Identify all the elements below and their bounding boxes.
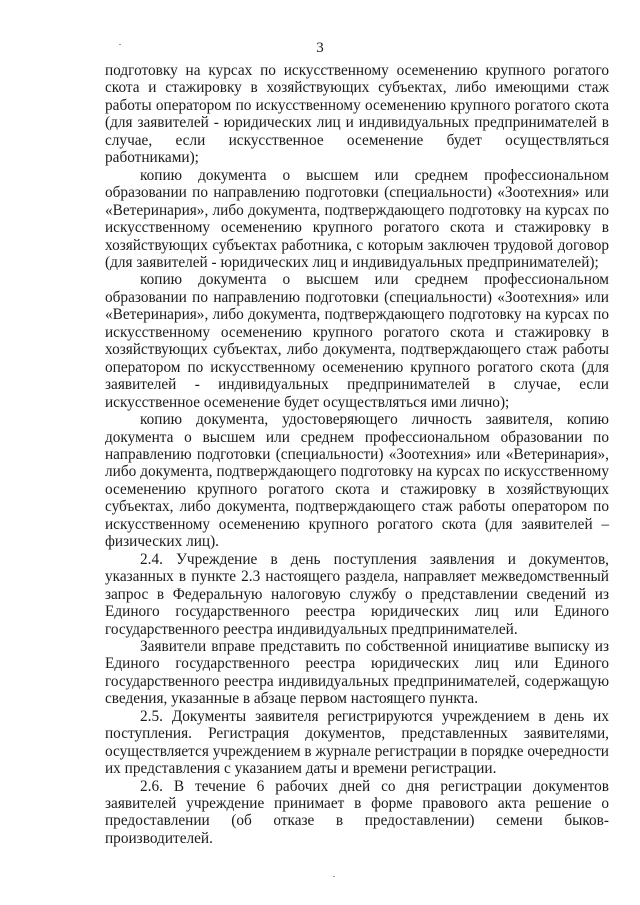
paragraph-legal-entities-employee-docs: копию документа о высшем или среднем профессиональном образовании по направлению подготовки (специальности) «Зоотехния» или «Ветеринария», либо документа, подтверждающего подготовку на курсах по искусственному осеменению крупного рогатого скота и стажировку в хозяйствующих субъектах работника, с которым заключен трудовой договор (для заявителей - юридических лиц и индивидуальных предпринимателей);: [105, 166, 609, 271]
document-body: [105, 62, 609, 847]
scan-speck: [333, 876, 335, 877]
scan-speck: [119, 44, 121, 45]
paragraph-2-4: 2.4. Учреждение в день поступления заявления и документов, указанных в пункте 2.3 настоящего раздела, направляет межведомственный запрос в Федеральную налоговую службу о представлении сведений из Единого государственного реестра юридических лиц или Единого государственного реестра индивидуальных предпринимателей.: [105, 550, 609, 638]
paragraph-2-4-applicant-right: Заявители вправе представить по собственной инициативе выписку из Единого государственного реестра юридических лиц или Единого государственного реестра индивидуальных предпринимателей, содержащую сведения, указанные в абзаце первом настоящего пункта.: [105, 637, 609, 708]
paragraph-2-6: 2.6. В течение 6 рабочих дней со дня регистрации документов заявителей учреждение принимает в форме правового акта решение о предоставлении (об отказе в предоставлении) семени быков-производителей.: [105, 777, 609, 847]
paragraph-continuation: подготовку на курсах по искусственному осеменению крупного рогатого скота и стажировку в хозяйствующих субъектах, либо имеющими стаж работы оператором по искусственному осеменению крупного рогатого скота (для заявителей - юридических лиц и индивидуальных предпринимателей в случае, если искусственное осеменение будет осуществляться работниками);: [105, 62, 609, 167]
page-number: 3: [316, 40, 324, 56]
paragraph-2-5: 2.5. Документы заявителя регистрируются учреждением в день их поступления. Регистрация документов, представленных заявителями, осуществляется учреждением в журнале регистрации в порядке очередности их представления с указанием даты и времени регистрации.: [105, 707, 609, 778]
paragraph-individual-entrepreneur-docs: копию документа о высшем или среднем профессиональном образовании по направлению подготовки (специальности) «Зоотехния» или «Ветеринария», либо документа, подтверждающего подготовку на курсах по искусственному осеменению крупного рогатого скота и стажировку в хозяйствующих субъектах, либо документа, подтверждающего стаж работы оператором по искусственному осеменению крупного рогатого скота (для заявителей - индивидуальных предпринимателей в случае, если искусственное осеменение будет осуществляться ими лично);: [105, 271, 609, 411]
paragraph-individual-docs: копию документа, удостоверяющего личность заявителя, копию документа о высшем или среднем профессиональном образовании по направлению подготовки (специальности) «Зоотехния» или «Ветеринария», либо документа, подтверждающего подготовку на курсах по искусственному осеменению крупного рогатого скота и стажировку в хозяйствующих субъектах, либо документа, подтверждающего стаж работы оператором по искусственному осеменению крупного рогатого скота (для заявителей – физических лиц).: [105, 411, 609, 551]
